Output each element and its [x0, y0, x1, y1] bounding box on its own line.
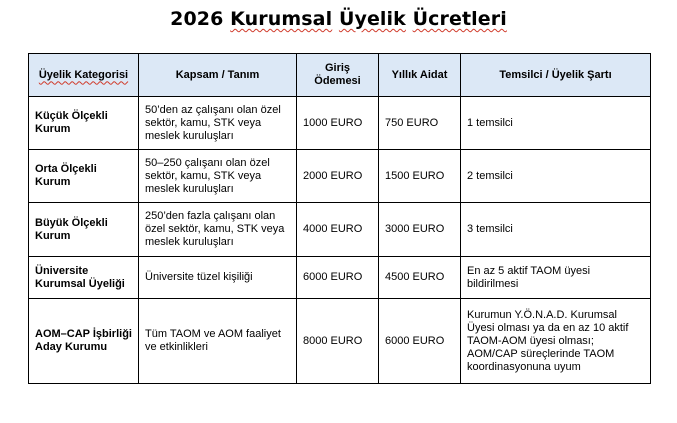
header-entry-fee-line1: Giriş — [324, 62, 351, 74]
header-category — [29, 54, 139, 97]
row-entry-fee: 8000 EURO — [297, 299, 379, 384]
row-category: Orta Ölçekli Kurum — [29, 150, 139, 203]
header-category-label: Üyelik Kategorisi — [38, 68, 129, 81]
row-annual-fee: 1500 EURO — [379, 150, 461, 203]
row-category: Üniversite Kurumsal Üyeliği — [29, 257, 139, 299]
row-entry-fee: 6000 EURO — [297, 257, 379, 299]
row-annual-fee: 750 EURO — [379, 97, 461, 150]
header-entry-fee-line2: Ödemesi — [314, 75, 361, 87]
title-year: 2026 — [170, 8, 224, 30]
page-title — [0, 8, 677, 30]
table-row — [29, 203, 651, 257]
row-requirement: 1 temsilci — [461, 97, 651, 150]
table-row — [29, 257, 651, 299]
table-header-row — [29, 54, 651, 97]
table-row — [29, 150, 651, 203]
row-category: Küçük Ölçekli Kurum — [29, 97, 139, 150]
row-requirement: 3 temsilci — [461, 203, 651, 257]
row-category: AOM–CAP İşbirliği Aday Kurumu — [29, 299, 139, 384]
row-requirement: En az 5 aktif TAOM üyesi bildirilmesi — [461, 257, 651, 299]
row-entry-fee: 4000 EURO — [297, 203, 379, 257]
table-row — [29, 299, 651, 384]
header-entry-fee — [297, 54, 379, 97]
title-word-kurumsal: Kurumsal — [230, 8, 333, 30]
header-scope: Kapsam / Tanım — [139, 54, 297, 97]
row-entry-fee: 1000 EURO — [297, 97, 379, 150]
row-scope: 250’den fazla çalışanı olan özel sektör, kamu, STK veya meslek kuruluşları — [139, 203, 297, 257]
row-requirement: 2 temsilci — [461, 150, 651, 203]
row-scope: 50–250 çalışanı olan özel sektör, kamu, STK veya meslek kuruluşları — [139, 150, 297, 203]
row-scope: 50’den az çalışanı olan özel sektör, kamu, STK veya meslek kuruluşları — [139, 97, 297, 150]
row-annual-fee: 4500 EURO — [379, 257, 461, 299]
row-scope: Üniversite tüzel kişiliği — [139, 257, 297, 299]
row-requirement: Kurumun Y.Ö.N.A.D. Kurumsal Üyesi olması ya da en az 10 aktif TAOM-AOM üyesi olması; AOM/CAP süreçlerinde TAOM koordinasyonuna uyum — [461, 299, 651, 384]
row-annual-fee: 6000 EURO — [379, 299, 461, 384]
row-entry-fee: 2000 EURO — [297, 150, 379, 203]
header-requirement: Temsilci / Üyelik Şartı — [461, 54, 651, 97]
title-word-ucretleri: Ücretleri — [412, 8, 507, 30]
title-word-uyelik: Üyelik — [338, 8, 406, 30]
row-category: Büyük Ölçekli Kurum — [29, 203, 139, 257]
header-annual-fee: Yıllık Aidat — [379, 54, 461, 97]
row-scope: Tüm TAOM ve AOM faaliyet ve etkinlikleri — [139, 299, 297, 384]
table-row — [29, 97, 651, 150]
row-annual-fee: 3000 EURO — [379, 203, 461, 257]
membership-fee-table — [28, 53, 651, 384]
